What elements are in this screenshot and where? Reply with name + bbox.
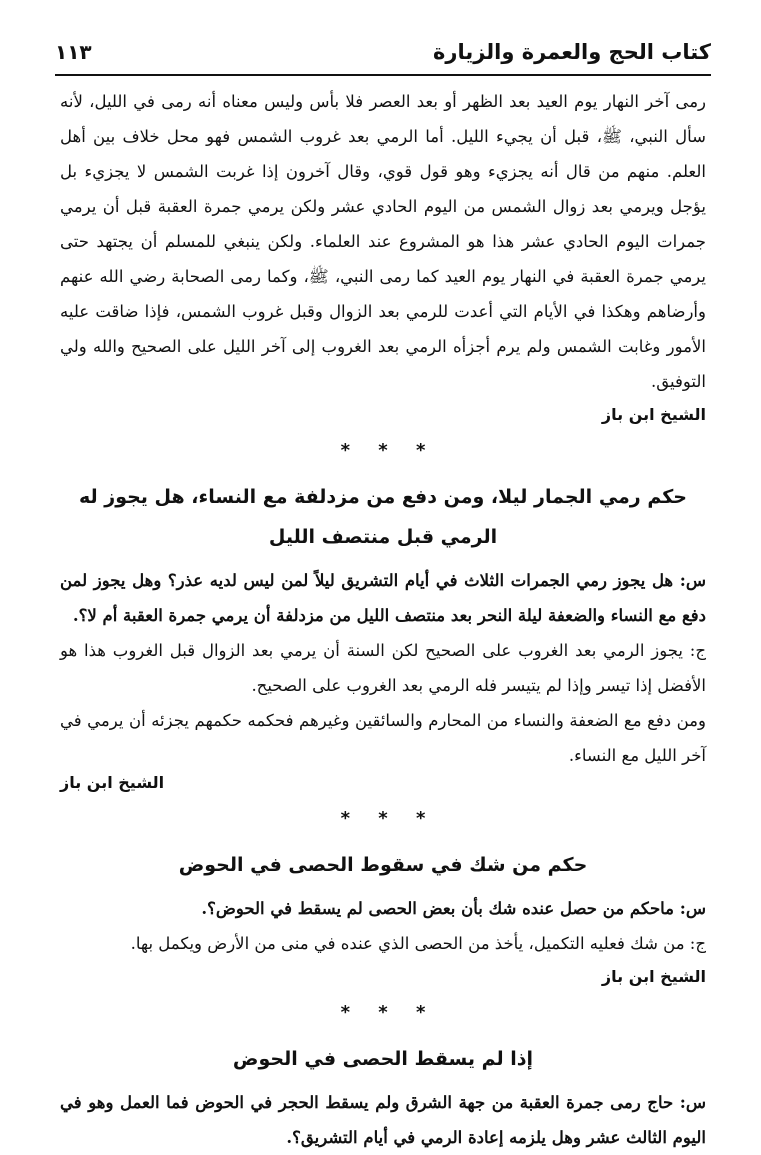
section-heading-3: إذا لم يسقط الحصى في الحوض	[232, 1048, 534, 1070]
intro-paragraph: رمى آخر النهار يوم العيد بعد الظهر أو بعد العصر فلا بأس وليس معناه أنه رمى في الليل، لأنه سأل النبي، ﷺ، قبل أن يجيء الليل. أما الرمي بعد غروب الشمس فهو محل خلاف بين أهل العلم. منهم من قال أنه يجزيء وهو قول قوي، وقال آخرون إذا غربت الشمس لا يجزيء بل يؤجل ويرمي بعد زوال الشمس من اليوم الحادي عشر ولكن يرمي جمرة العقبة قبل أن يرمي جمرات اليوم الحادي عشر هذا هو المشروع عند العلماء. ولكن ينبغي للمسلم أن يجتهد حتى يرمي جمرة العقبة في النهار يوم العيد كما رمى النبي، ﷺ، وكما رمى الصحابة رضي الله عنهم وأرضاهم وهكذا في الأيام التي أعدت للرمي بعد الزوال وقبل غروب الشمس، فإذا ضاقت عليه الأمور وغابت الشمس ولم يرم أجزأه الرمي بعد الغروب إلى آخر الليل على الصحيح والله ولي التوفيق.	[60, 92, 706, 391]
question-3: س: حاج رمى جمرة العقبة من جهة الشرق ولم يسقط الحجر في الحوض فما العمل وهو في اليوم الثالث عشر وهل يلزمه إعادة الرمي في أيام التشريق؟.	[60, 1093, 706, 1147]
signature-1: الشيخ ابن باز	[601, 405, 706, 424]
signature-3: الشيخ ابن باز	[601, 967, 706, 986]
answer-2: ج: من شك فعليه التكميل، يأخذ من الحصى الذي عنده في منى من الأرض ويكمل بها.	[130, 934, 706, 953]
section-heading-2: حكم من شك في سقوط الحصى في الحوض	[178, 854, 588, 876]
question-2: س: ماحكم من حصل عنده شك بأن بعض الحصى لم يسقط في الحوض؟.	[201, 899, 706, 918]
answer-1: ج: يجوز الرمي بعد الغروب على الصحيح لكن السنة أن يرمي بعد الزوال قبل الغروب هذا هو الأفضل إذا تيسر وإذا لم يتيسر فله الرمي بعد الغروب على الصحيح.	[60, 641, 706, 695]
book-title: كتاب الحج والعمرة والزيارة	[432, 40, 711, 64]
page-header	[55, 38, 711, 76]
section-heading-1: حكم رمي الجمار ليلا، ومن دفع من مزدلفة مع النساء، هل يجوز له الرمي قبل منتصف الليل	[78, 486, 687, 548]
page-number: ١١٣	[55, 40, 92, 64]
signature-2: الشيخ ابن باز	[60, 773, 165, 792]
separator-3: * * *	[340, 1002, 426, 1023]
question-1: س: هل يجوز رمي الجمرات الثلاث في أيام التشريق ليلاً لمن ليس لديه عذر؟ وهل يجوز لمن دفع مع النساء والضعفة ليلة النحر بعد منتصف الليل من مزدلفة أن يرمي جمرة العقبة أم لا؟.	[60, 571, 706, 625]
separator-2: * * *	[340, 808, 426, 829]
separator-1: * * *	[340, 440, 426, 461]
answer-1-continued: ومن دفع مع الضعفة والنساء من المحارم والسائقين وغيرهم فحكمه حكمهم يجزئه أن يرمي في آخر الليل مع النساء.	[60, 711, 706, 765]
page-body	[60, 84, 706, 1155]
